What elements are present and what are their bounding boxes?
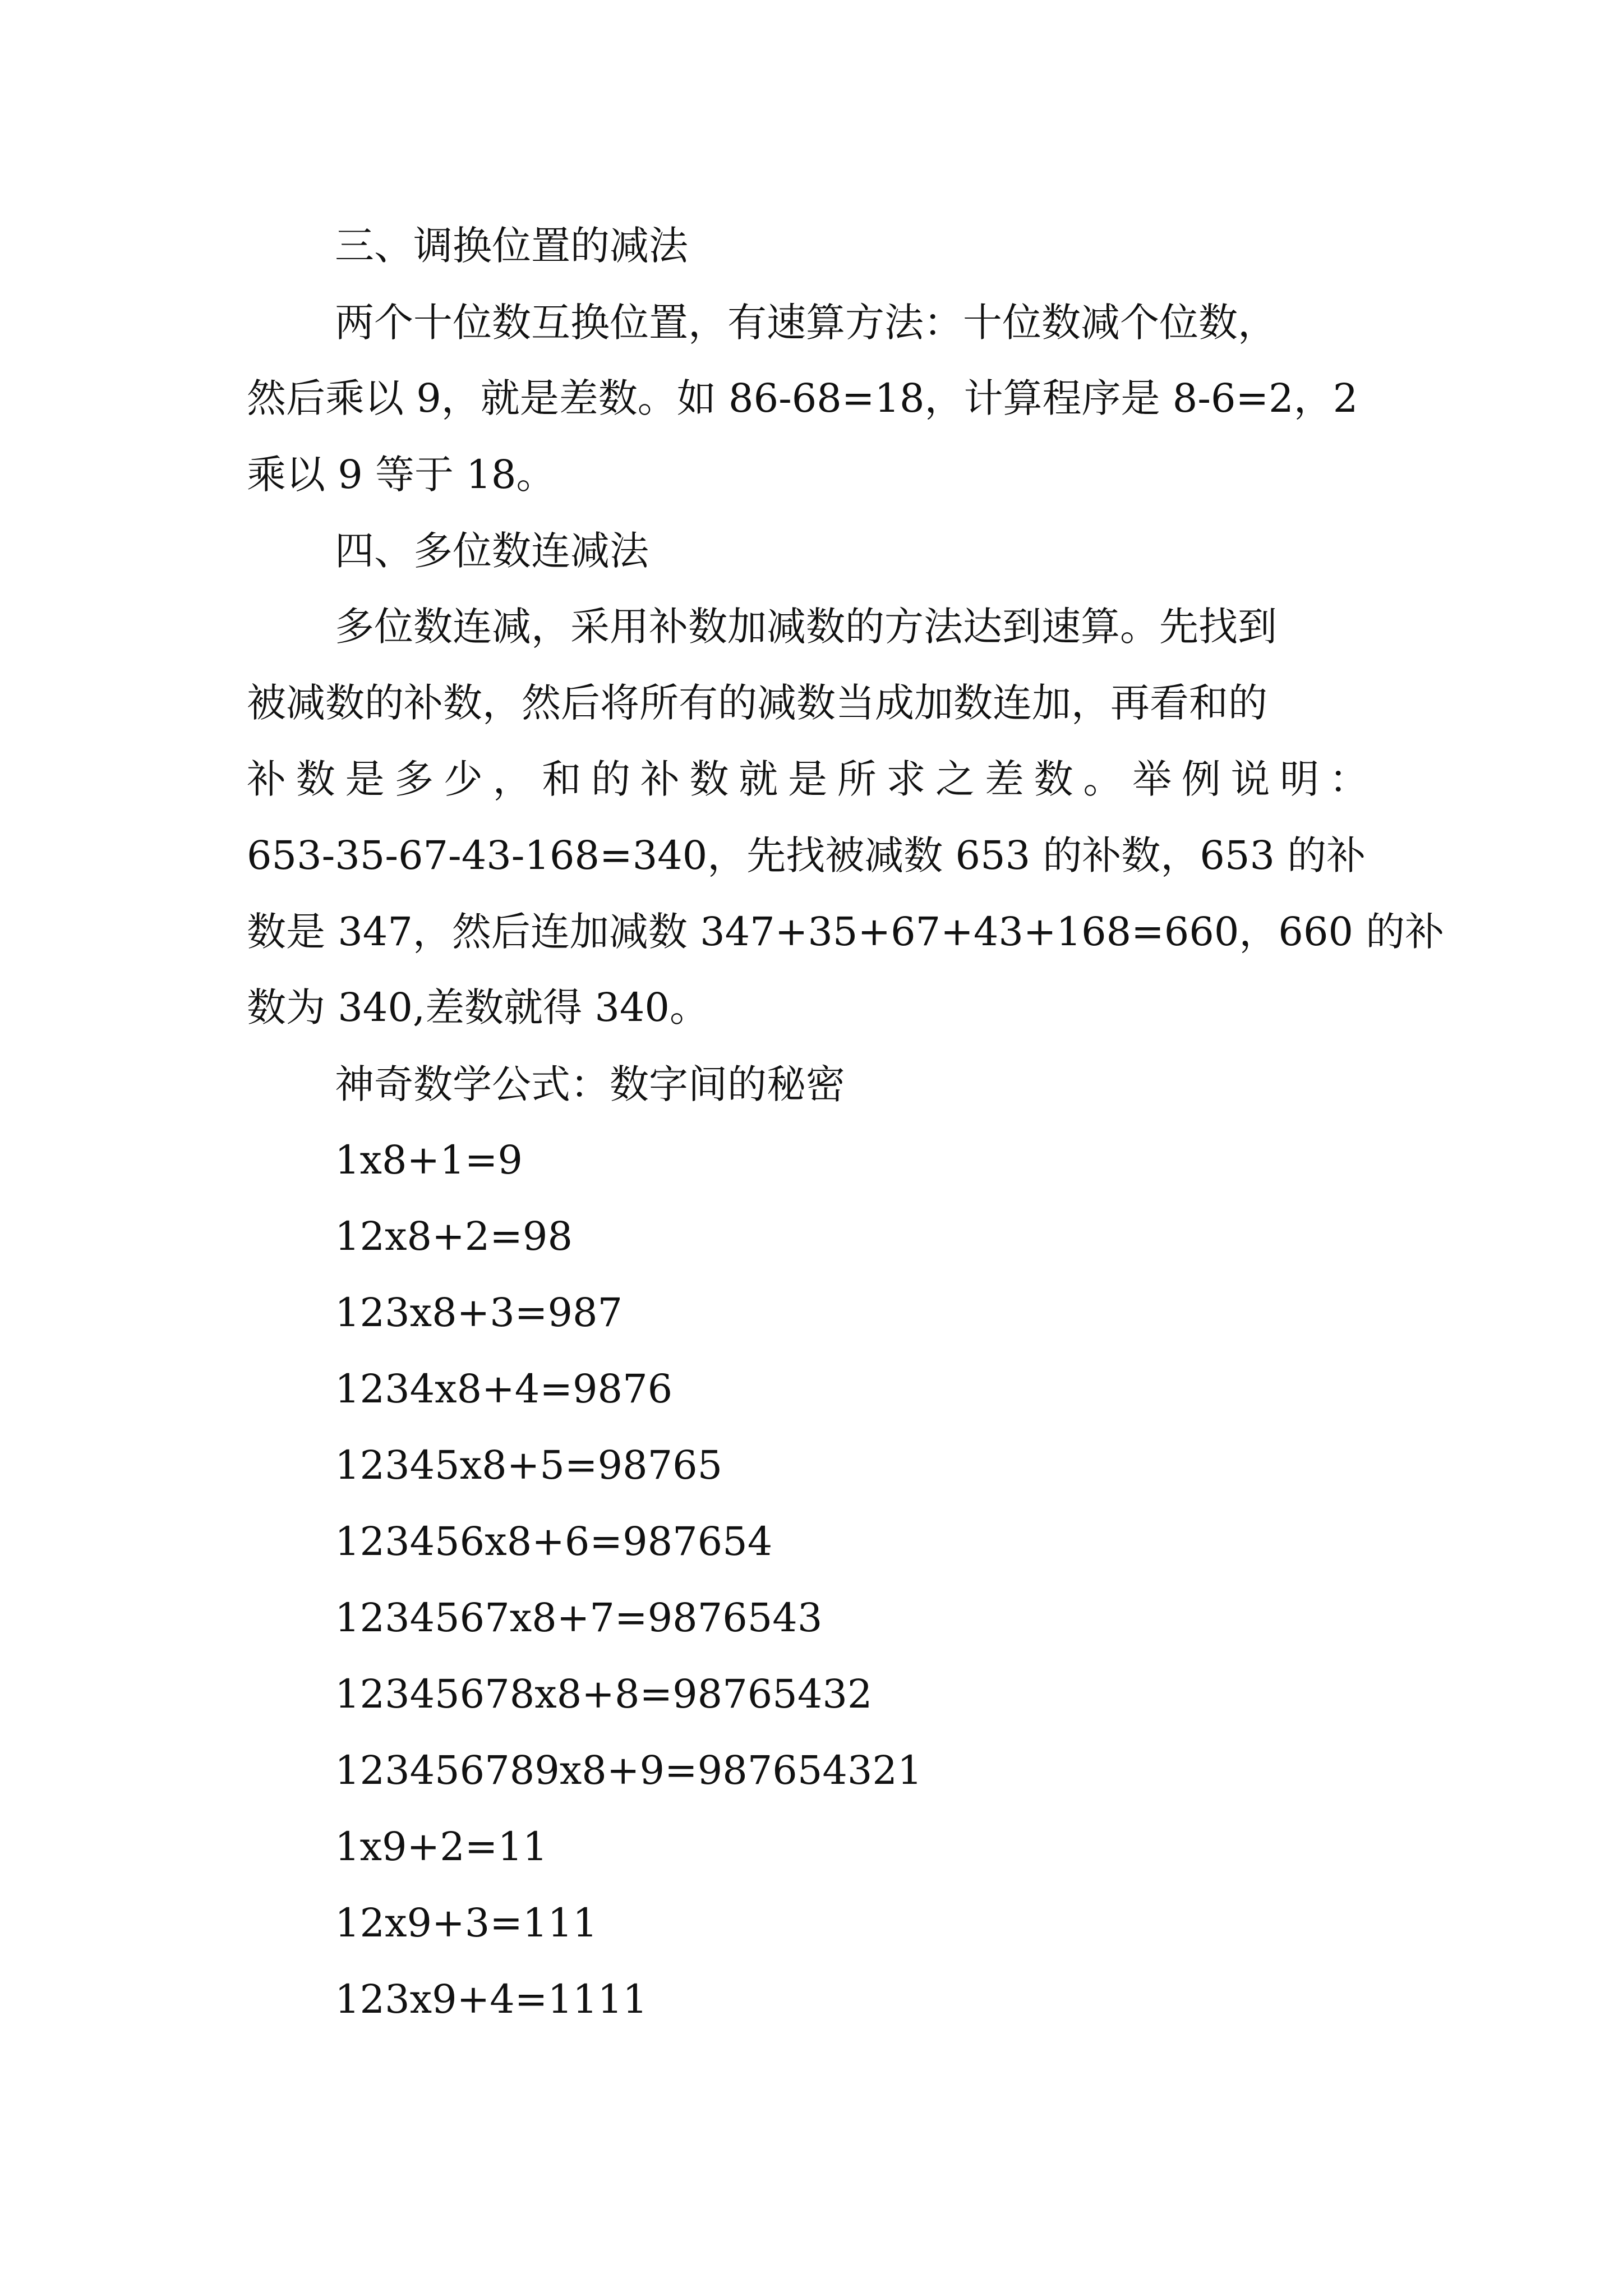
formula-title: 神奇数学公式：数字间的秘密 [335, 1061, 845, 1107]
formula-line: 123x8+3=987 [335, 1290, 623, 1336]
formula-line: 12345x8+5=98765 [335, 1442, 723, 1488]
paragraph-line: 然后乘以 9，就是差数。如 86-68=18，计算程序是 8-6=2，2 [247, 375, 1358, 421]
formula-line: 1234567x8+7=9876543 [335, 1595, 823, 1641]
paragraph-line: 乘以 9 等于 18。 [247, 452, 556, 498]
paragraph-line: 数为 340,差数就得 340。 [247, 984, 709, 1030]
formula-line: 123456x8+6=987654 [335, 1519, 773, 1565]
formula-line: 12x9+3=111 [335, 1900, 598, 1946]
formula-line: 1x8+1=9 [335, 1137, 523, 1183]
paragraph-line: 两个十位数互换位置，有速算方法：十位数减个位数， [335, 300, 1277, 346]
section-heading: 四、多位数连减法 [335, 528, 649, 574]
paragraph-line: 多位数连减，采用补数加减数的方法达到速算。先找到 [335, 604, 1277, 650]
formula-line: 123456789x8+9=987654321 [335, 1747, 923, 1793]
formula-line: 12345678x8+8=98765432 [335, 1671, 873, 1717]
paragraph-line: 补数是多少，和的补数就是所求之差数。举例说明： [247, 756, 1368, 802]
paragraph-line: 被减数的补数，然后将所有的减数当成加数连加，再看和的 [247, 680, 1267, 726]
formula-line: 123x9+4=1111 [335, 1976, 648, 2022]
formula-line: 1x9+2=11 [335, 1824, 548, 1870]
formula-line: 1234x8+4=9876 [335, 1366, 673, 1412]
paragraph-line: 数是 347，然后连加减数 347+35+67+43+168=660，660 的补 [247, 909, 1445, 955]
formula-line: 12x8+2=98 [335, 1213, 573, 1259]
paragraph-line: 653-35-67-43-168=340，先找被减数 653 的补数，653 的补 [247, 832, 1366, 878]
section-heading: 三、调换位置的减法 [335, 223, 688, 269]
